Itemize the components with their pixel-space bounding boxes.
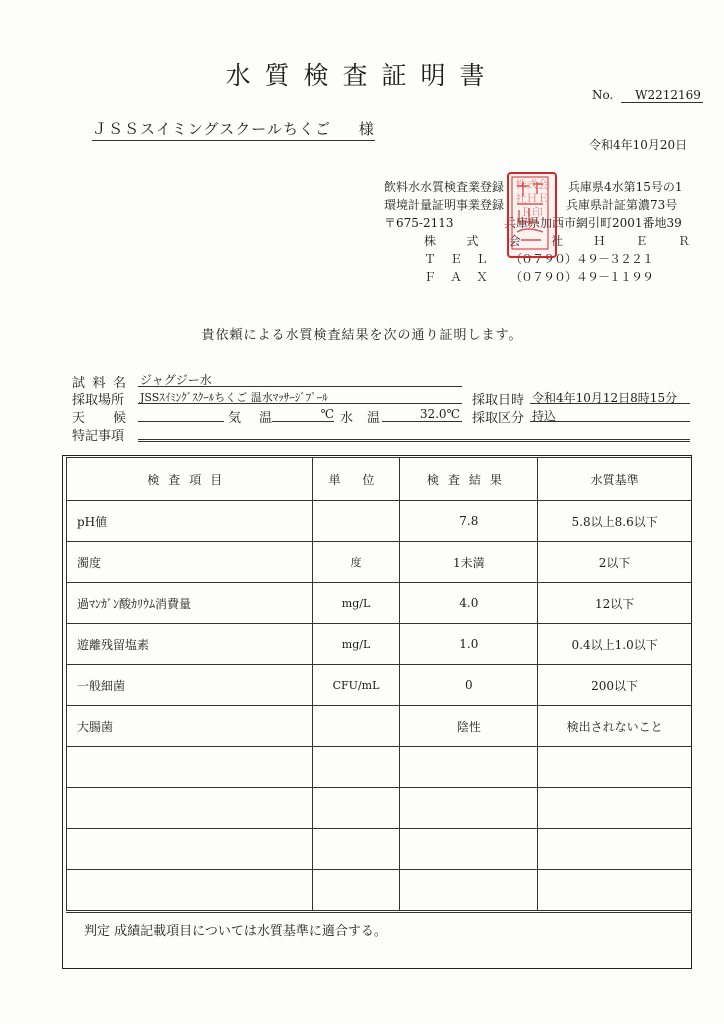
blank-cell xyxy=(67,788,313,829)
cell-item: 一般細菌 xyxy=(67,665,313,706)
document-number-value: W2212169 xyxy=(621,88,703,103)
cell-standard: 2以下 xyxy=(538,542,692,583)
notes-field-line2 xyxy=(138,427,690,442)
blank-row xyxy=(67,829,692,870)
blank-row xyxy=(67,870,692,911)
label-char: 天 xyxy=(72,411,86,426)
seal-text: 株式会社ＨＥＲ印 xyxy=(515,178,549,219)
reg2-label: 環境計量証明事業登録 xyxy=(384,198,505,212)
fax-char: Ａ xyxy=(449,270,462,284)
client-name-text: ＪＳＳスイミングスクールちくご xyxy=(92,120,331,138)
results-table xyxy=(66,457,692,911)
cell-item: 過ﾏﾝｶﾞﾝ酸ｶﾘｳﾑ消費量 xyxy=(67,583,313,624)
cell-result: 4.0 xyxy=(400,583,538,624)
table-row xyxy=(67,501,692,542)
company-char: 社 xyxy=(550,234,563,248)
blank-cell xyxy=(312,747,400,788)
air-temp-unit: ℃ xyxy=(320,407,334,421)
blank-row xyxy=(67,747,692,788)
label-char: 試 xyxy=(72,376,86,391)
water-temp-value: 32.0℃ xyxy=(419,407,460,421)
document-title: 水質検査証明書 xyxy=(225,61,499,90)
tel-number: （０７９０）４９－３２２１ xyxy=(510,252,654,266)
sampling-place-field xyxy=(138,388,462,404)
blank-cell xyxy=(312,870,400,911)
label-char: 温 xyxy=(258,411,272,426)
column-header-standard: 水質基準 xyxy=(538,458,692,501)
label-char: 水 xyxy=(340,411,354,426)
seal-pattern xyxy=(509,174,555,256)
company-char: Ｈ xyxy=(593,234,606,248)
blank-cell xyxy=(400,829,538,870)
sampling-place-value: JSSｽｲﾐﾝｸﾞｽｸｰﾙちくご 温水ﾏｯｻｰｼﾞﾌﾟｰﾙ xyxy=(140,391,328,404)
blank-cell xyxy=(312,788,400,829)
label-char: 温 xyxy=(366,411,380,426)
judgement-text: 判定 成績記載項目については水質基準に適合する。 xyxy=(84,924,387,939)
weather-field xyxy=(138,406,224,422)
cell-result: 7.8 xyxy=(400,501,538,542)
sampling-method-label: 採取区分 xyxy=(472,411,525,426)
company-char: 株 xyxy=(424,234,437,248)
blank-row xyxy=(67,788,692,829)
label-char: 候 xyxy=(112,411,126,426)
company-char: Ｅ xyxy=(635,234,648,248)
cell-item: pH値 xyxy=(67,501,313,542)
label-char: 気 xyxy=(228,411,242,426)
cell-result: 1.0 xyxy=(400,624,538,665)
blank-cell xyxy=(400,747,538,788)
cell-unit: mg/L xyxy=(312,624,400,665)
tel-char: Ｔ xyxy=(424,252,437,266)
table-row xyxy=(67,583,692,624)
column-header-item: 検査項目 xyxy=(67,458,313,501)
reg2-value: 兵庫県計証第濃73号 xyxy=(566,198,678,212)
blank-cell xyxy=(312,829,400,870)
fax-char: Ｆ xyxy=(424,270,437,284)
company-char: 会 xyxy=(508,234,521,248)
blank-cell xyxy=(538,788,692,829)
table-header-row xyxy=(67,458,692,501)
sampling-datetime-value: 令和4年10月12日8時15分 xyxy=(532,391,678,405)
blank-cell xyxy=(67,747,313,788)
document-number xyxy=(592,88,703,103)
column-header-unit: 単 位 xyxy=(312,458,400,501)
cell-standard: 12以下 xyxy=(538,583,692,624)
cell-result: 1未満 xyxy=(400,542,538,583)
cell-unit: mg/L xyxy=(312,583,400,624)
postal-code: 〒675-2113 xyxy=(384,216,454,230)
sampling-datetime-label: 採取日時 xyxy=(472,393,525,408)
company-name xyxy=(424,232,690,249)
cell-result: 陰性 xyxy=(400,706,538,747)
sampling-datetime-field xyxy=(530,388,690,404)
cell-standard: 5.8以上8.6以下 xyxy=(538,501,692,542)
company-char: 式 xyxy=(466,234,479,248)
notes-label: 特記事項 xyxy=(72,429,125,444)
table-row xyxy=(67,665,692,706)
cell-item: 大腸菌 xyxy=(67,706,313,747)
company-seal xyxy=(507,172,557,258)
tel-char: Ｌ xyxy=(475,252,488,266)
client-honorific: 様 xyxy=(358,120,375,138)
blank-cell xyxy=(538,747,692,788)
sampling-place-label: 採取場所 xyxy=(72,393,125,408)
weather-label xyxy=(72,407,126,426)
cell-unit xyxy=(312,501,400,542)
reg1-label: 飲料水水質検査業登録 xyxy=(384,180,505,194)
blank-cell xyxy=(67,870,313,911)
tel-char: Ｅ xyxy=(449,252,462,266)
label-char: 名 xyxy=(112,376,126,391)
sampling-method-value: 持込 xyxy=(532,409,557,423)
water-temp-field xyxy=(382,406,462,422)
blank-cell xyxy=(67,829,313,870)
cell-standard: 0.4以上1.0以下 xyxy=(538,624,692,665)
table-row xyxy=(67,542,692,583)
fax-label xyxy=(424,268,488,285)
company-char: Ｒ xyxy=(677,234,690,248)
cell-unit: CFU/mL xyxy=(312,665,400,706)
cell-item: 濁度 xyxy=(67,542,313,583)
air-temp-field xyxy=(272,406,334,422)
judgement-box xyxy=(66,912,692,968)
sampling-method-field xyxy=(530,406,690,422)
column-header-result: 検査結果 xyxy=(400,458,538,501)
tel-label xyxy=(424,250,488,267)
issue-date: 令和4年10月20日 xyxy=(589,138,688,152)
cell-unit: 度 xyxy=(312,542,400,583)
document-number-label: No. xyxy=(592,88,614,102)
cell-standard: 200以下 xyxy=(538,665,692,706)
issuer-address: 兵庫県加西市網引町2001番地39 xyxy=(504,216,682,230)
certification-statement: 貴依頼による水質検査結果を次の通り証明します。 xyxy=(201,328,523,343)
fax-char: Ｘ xyxy=(475,270,488,284)
blank-cell xyxy=(538,870,692,911)
label-char: 料 xyxy=(92,376,106,391)
cell-unit xyxy=(312,706,400,747)
cell-item: 遊離残留塩素 xyxy=(67,624,313,665)
table-row xyxy=(67,706,692,747)
sample-name-field xyxy=(138,371,462,387)
table-row xyxy=(67,624,692,665)
fax-number: （０７９０）４９－１１９９ xyxy=(510,270,654,284)
sample-name-value: ジャグジー水 xyxy=(140,373,212,387)
cell-result: 0 xyxy=(400,665,538,706)
reg1-value: 兵庫県4水第15号の1 xyxy=(568,180,683,194)
cell-standard: 検出されないこと xyxy=(538,706,692,747)
blank-cell xyxy=(400,788,538,829)
client-name xyxy=(92,118,375,141)
blank-cell xyxy=(400,870,538,911)
blank-cell xyxy=(538,829,692,870)
